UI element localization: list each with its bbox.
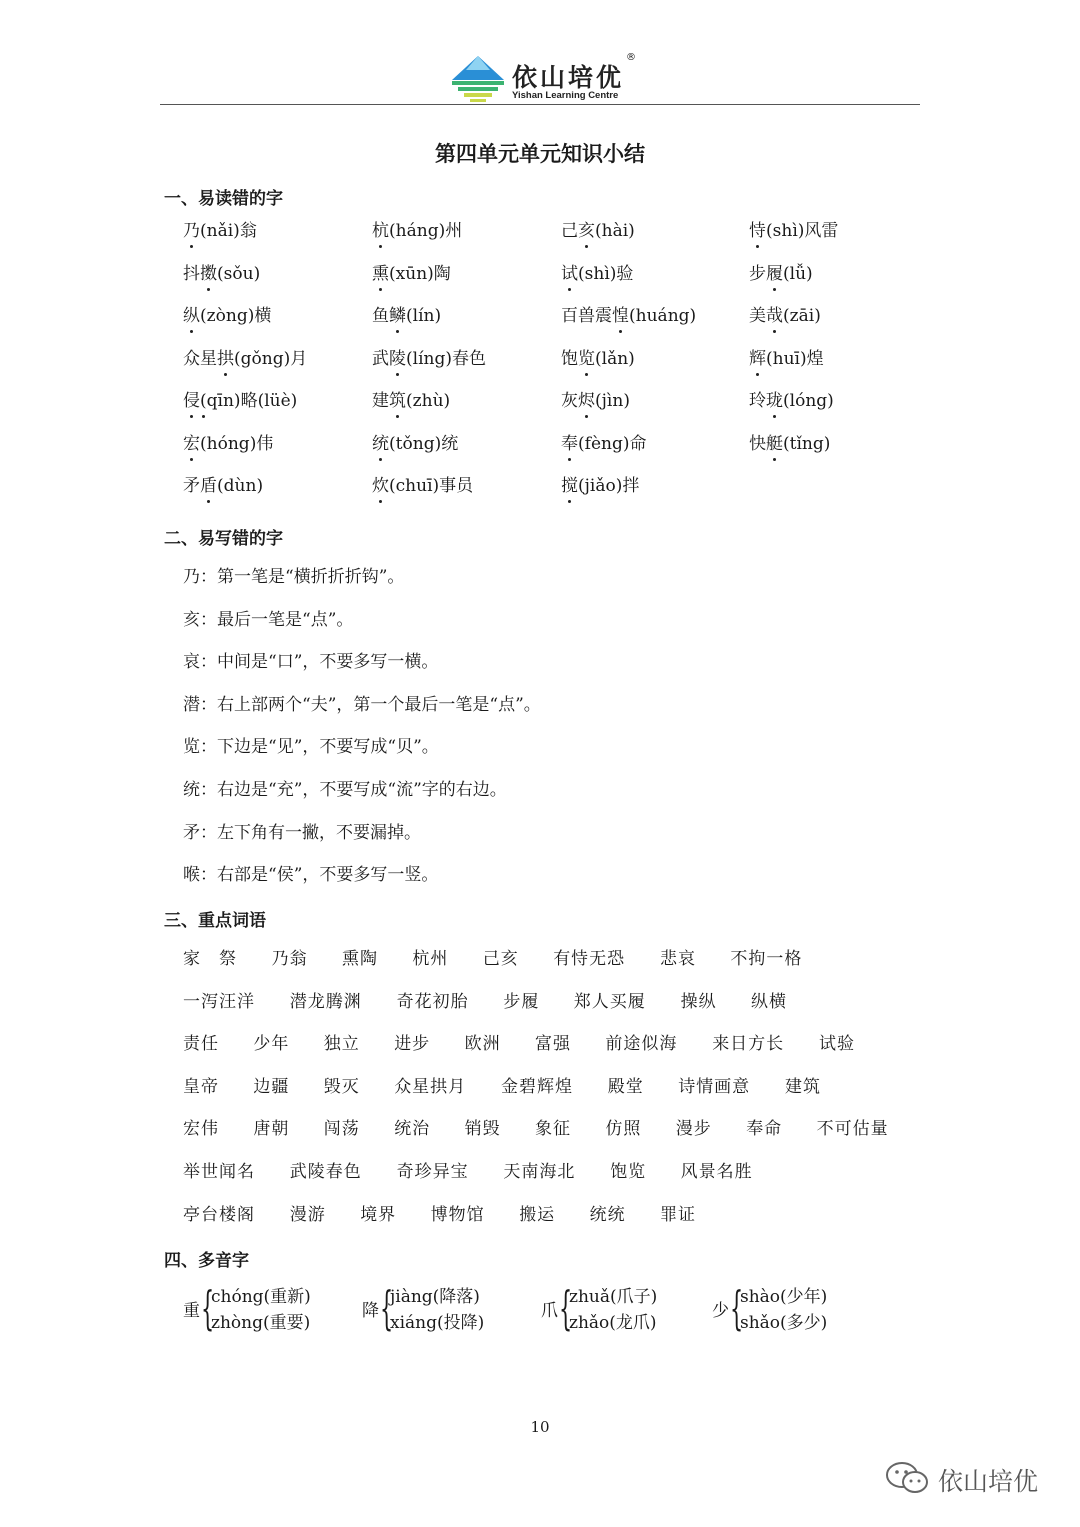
word-item: 罪证 [660,1204,696,1225]
word-item: 独立 [323,1034,360,1055]
wechat-icon [884,1460,932,1496]
reading-item: 纵(zòng)横 [183,306,272,326]
word-item: 博物馆 [430,1204,485,1225]
word-item: 责任 [183,1034,219,1055]
word-item: 前途似海 [605,1034,678,1055]
polyphone-group [712,1282,882,1334]
reading-item: 统(tǒng)统 [372,433,459,454]
reading-item: 步履(lǚ) [749,263,813,284]
word-item: 漫步 [675,1119,712,1140]
polyphone-reading-2: zhòng(重要) [211,1313,311,1333]
polyphone-reading-2: xiáng(投降) [390,1313,485,1333]
reading-item: 武陵(líng)春色 [372,348,486,369]
word-item: 闯荡 [323,1119,360,1140]
word-item: 举世闻名 [183,1162,255,1182]
writing-note: 矛：左下角有一撇，不要漏掉。 [183,822,421,843]
reading-item: 抖擞(sǒu) [183,263,261,284]
writing-note: 潜：右上部两个“夫”，第一个最后一笔是“点”。 [183,694,541,715]
reading-item: 建筑(zhù) [372,391,451,411]
brace-icon: { [559,1281,573,1335]
word-item: 步履 [503,991,540,1012]
word-item: 不可估量 [816,1119,889,1140]
page-number: 10 [530,1418,550,1436]
word-item: 饱览 [610,1162,647,1182]
polyphone-group [183,1282,353,1334]
reading-item: 快艇(tǐng) [749,433,831,454]
word-item: 奇珍异宝 [396,1162,469,1182]
word-item: 建筑 [785,1076,821,1097]
word-item: 进步 [394,1034,431,1055]
reading-item: 乃(nǎi)翁 [183,221,257,241]
word-item: 不拘一格 [730,949,803,969]
polyphone-reading-1: zhuǎ(爪子) [569,1287,658,1307]
page-header [160,48,920,108]
writing-note: 乃：第一笔是“横折折折钩”。 [183,567,405,587]
word-item: 己亥 [482,949,519,969]
page-title: 第四单元单元知识小结 [435,142,645,166]
header-divider [160,104,920,105]
word-item: 郑人买履 [573,991,646,1012]
brace-icon: { [380,1281,394,1335]
section-heading-reading: 一、易读错的字 [164,189,283,209]
word-item: 金碧辉煌 [501,1076,573,1097]
reading-item: 矛盾(dùn) [183,476,264,496]
polyphone-group [541,1282,711,1334]
section-heading-words: 三、重点词语 [164,911,266,931]
word-item: 销毁 [464,1119,501,1140]
word-item: 家 祭 [183,949,237,969]
word-item: 漫游 [289,1204,326,1225]
word-item: 试验 [819,1034,855,1055]
polyphone-reading-1: shào(少年) [740,1287,828,1307]
reading-item: 熏(xūn)陶 [372,263,451,284]
reading-item: 辉(huī)煌 [749,348,824,369]
reading-item: 搅(jiǎo)拌 [561,476,640,496]
reading-item: 宏(hóng)伟 [183,433,274,454]
reading-item: 试(shì)验 [561,263,634,284]
word-item: 统治 [394,1119,431,1140]
mountain-logo-icon [448,52,508,104]
word-item: 殿堂 [607,1076,644,1097]
polyphone-reading-1: jiàng(降落) [390,1287,480,1307]
reading-item: 灰烬(jìn) [561,391,630,411]
polyphone-group [362,1282,532,1334]
writing-note: 统：右边是“充”，不要写成“流”字的右边。 [183,780,507,800]
reading-item: 奉(fèng)命 [561,433,647,454]
reading-item: 百兽震惶(huáng) [561,306,697,326]
reading-item: 侵(qīn)略(lüè) [183,391,298,411]
polyphone-char: 少 [712,1301,729,1321]
logo [448,52,648,104]
word-item: 诗情画意 [678,1076,751,1097]
word-item: 唐朝 [253,1119,290,1140]
watermark-text: 依山培优 [938,1467,1039,1496]
word-item: 奇花初胎 [396,991,469,1012]
writing-note: 亥：最后一笔是“点”。 [183,609,354,630]
reading-item: 众星拱(gǒng)月 [183,348,308,369]
writing-note: 喉：右部是“侯”，不要多写一竖。 [183,865,439,886]
reading-item: 玲珑(lóng) [749,391,834,411]
word-item: 统统 [589,1204,626,1225]
word-item: 欧洲 [464,1034,501,1055]
word-item: 来日方长 [712,1034,785,1055]
word-item: 仿照 [605,1119,642,1140]
registered-mark: ® [626,52,636,63]
brace-icon: { [730,1281,744,1335]
section-heading-polyphones: 四、多音字 [164,1251,249,1271]
word-item: 风景名胜 [680,1162,753,1182]
word-item: 众星拱月 [394,1076,467,1097]
polyphone-reading-2: zhǎo(龙爪) [569,1313,657,1333]
word-item: 富强 [535,1034,571,1055]
writing-note: 览：下边是“见”，不要写成“贝”。 [183,737,439,758]
writing-note: 哀：中间是“口”，不要多写一横。 [183,652,439,673]
word-item: 毁灭 [323,1076,360,1097]
word-item: 少年 [253,1034,290,1055]
word-item: 悲哀 [660,949,696,969]
polyphone-char: 重 [183,1301,200,1321]
word-item: 宏伟 [183,1119,219,1140]
reading-item: 杭(háng)州 [372,221,463,241]
brand-name: 依山培优 [512,63,625,92]
word-item: 纵横 [751,991,787,1012]
word-item: 有恃无恐 [553,949,626,969]
polyphone-char: 降 [362,1301,379,1321]
word-item: 潜龙腾渊 [289,991,362,1012]
word-item: 天南海北 [503,1162,576,1182]
word-item: 乃翁 [271,949,308,969]
word-item: 象征 [535,1119,571,1140]
word-item: 武陵春色 [289,1162,362,1182]
watermark [884,1458,1054,1498]
reading-item: 鱼鳞(lín) [372,306,442,326]
reading-item: 己亥(hài) [561,221,635,241]
brace-icon: { [201,1281,215,1335]
word-item: 边疆 [253,1076,290,1097]
reading-item: 恃(shì)风雷 [749,221,839,241]
polyphone-char: 爪 [541,1301,558,1321]
word-item: 奉命 [746,1119,783,1140]
word-item: 皇帝 [183,1076,219,1097]
polyphone-reading-2: shǎo(多少) [740,1313,828,1333]
word-item: 杭州 [412,949,449,969]
reading-item: 炊(chuī)事员 [372,476,474,496]
word-item: 熏陶 [342,949,378,969]
word-item: 亭台楼阁 [183,1204,255,1225]
word-item: 境界 [360,1204,397,1225]
polyphone-reading-1: chóng(重新) [211,1287,311,1307]
word-item: 一泻汪洋 [183,991,255,1012]
section-heading-writing: 二、易写错的字 [164,529,283,549]
brand-subtitle: Yishan Learning Centre [512,90,619,101]
word-item: 操纵 [680,991,717,1012]
reading-item: 饱览(lǎn) [561,348,635,369]
word-item: 搬运 [519,1204,556,1225]
reading-item: 美哉(zāi) [749,306,821,326]
